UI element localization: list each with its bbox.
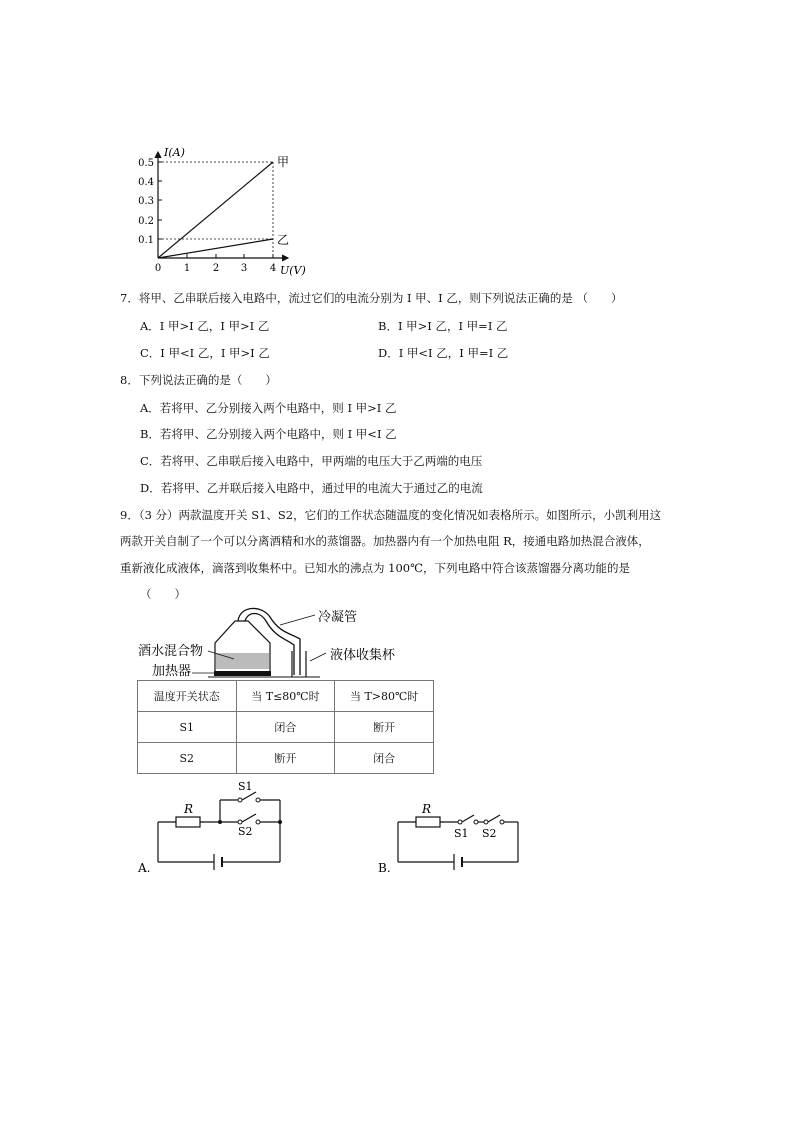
- y-tick: 0.3: [138, 196, 154, 207]
- table-cell: 断开: [236, 743, 335, 774]
- circuit-a-svg: [130, 780, 290, 880]
- y-tick: 0.2: [138, 216, 154, 227]
- y-axis-label: I(A): [164, 146, 185, 159]
- q7-option-c[interactable]: C．I 甲<I 乙，I 甲>I 乙: [140, 346, 270, 360]
- q7-option-d[interactable]: D．I 甲<I 乙，I 甲=I 乙: [378, 346, 509, 360]
- table-cell: 闭合: [335, 743, 434, 774]
- switch-s2-label: S2: [482, 827, 497, 840]
- switch-state-table: [137, 680, 434, 774]
- x-axis-label: U(V): [280, 264, 306, 277]
- y-tick: 0.5: [138, 158, 154, 169]
- q8-option-a[interactable]: A．若将甲、乙分别接入两个电路中，则 I 甲>I 乙: [140, 401, 397, 415]
- switch-s1-label: S1: [454, 827, 469, 840]
- y-tick: 0.1: [138, 235, 154, 246]
- distiller-svg: [130, 603, 450, 683]
- table-cell: 断开: [335, 712, 434, 743]
- q7-option-b[interactable]: B．I 甲>I 乙，I 甲=I 乙: [378, 319, 508, 333]
- switch-s2-label: S2: [238, 825, 253, 838]
- line-jia-label: 甲: [277, 155, 290, 169]
- line-yi-label: 乙: [277, 233, 290, 247]
- table-header-row: [138, 681, 434, 712]
- x-tick: 4: [269, 263, 277, 274]
- table-cell: S1: [138, 712, 237, 743]
- q8-stem: 8．下列说法正确的是（ ）: [120, 373, 277, 387]
- q7-stem: 7．将甲、乙串联后接入电路中，流过它们的电流分别为 I 甲、I 乙，则下列说法正确的是 （ ）: [120, 291, 623, 305]
- table-row: [138, 743, 434, 774]
- q8-option-b[interactable]: B．若将甲、乙分别接入两个电路中，则 I 甲<I 乙: [140, 427, 397, 441]
- circuit-a[interactable]: [130, 780, 290, 880]
- switch-s1-label: S1: [238, 780, 253, 793]
- circuit-a-label: A.: [138, 861, 151, 875]
- table-cell: S2: [138, 743, 237, 774]
- resistor-label: R: [184, 802, 194, 816]
- circuit-b[interactable]: [370, 780, 530, 880]
- q8-option-c[interactable]: C．若将甲、乙串联后接入电路中，甲两端的电压大于乙两端的电压: [140, 454, 483, 468]
- q8-option-d[interactable]: D．若将甲、乙并联后接入电路中，通过甲的电流大于通过乙的电流: [140, 481, 483, 495]
- y-tick: 0.4: [138, 177, 154, 188]
- circuit-b-svg: [370, 780, 530, 880]
- iu-graph-svg: [120, 140, 320, 280]
- q9-line1: 9．（3 分）两款温度开关 S1、S2，它们的工作状态随温度的变化情况如表格所示。如图所示，小凯利用这: [120, 508, 662, 522]
- line-jia: [158, 162, 273, 258]
- heater-plate: [214, 671, 271, 676]
- mixture-liquid: [216, 653, 269, 669]
- iu-graph: [120, 140, 320, 280]
- table-header-cell: 当 T>80℃时: [335, 681, 434, 712]
- table-header-cell: 温度开关状态: [138, 681, 237, 712]
- condenser-label: 冷凝管: [318, 610, 358, 625]
- x-tick: 1: [183, 263, 191, 274]
- x-tick: 0: [154, 263, 162, 274]
- mixture-label: 酒水混合物: [138, 644, 204, 659]
- circuit-b-label: B.: [378, 861, 391, 875]
- q7-option-a[interactable]: A．I 甲>I 乙，I 甲>I 乙: [140, 319, 270, 333]
- table-row: [138, 712, 434, 743]
- x-tick: 3: [240, 263, 248, 274]
- table-cell: 闭合: [236, 712, 335, 743]
- resistor-r: [416, 817, 440, 827]
- table-header-cell: 当 T≤80℃时: [236, 681, 335, 712]
- q9-line4: （ ）: [140, 587, 186, 601]
- heater-label: 加热器: [152, 664, 192, 679]
- resistor-label: R: [422, 802, 432, 816]
- distiller-figure: [130, 603, 450, 683]
- x-tick: 2: [212, 263, 220, 274]
- cup-label: 液体收集杯: [330, 648, 396, 663]
- q9-line3: 重新液化成液体，滴落到收集杯中。已知水的沸点为 100℃，下列电路中符合该蒸馏器分离功能的是: [120, 561, 630, 575]
- resistor-r: [176, 817, 200, 827]
- q9-line2: 两款开关自制了一个可以分离酒精和水的蒸馏器。加热器内有一个加热电阻 R，接通电路加热混合液体，: [120, 534, 650, 548]
